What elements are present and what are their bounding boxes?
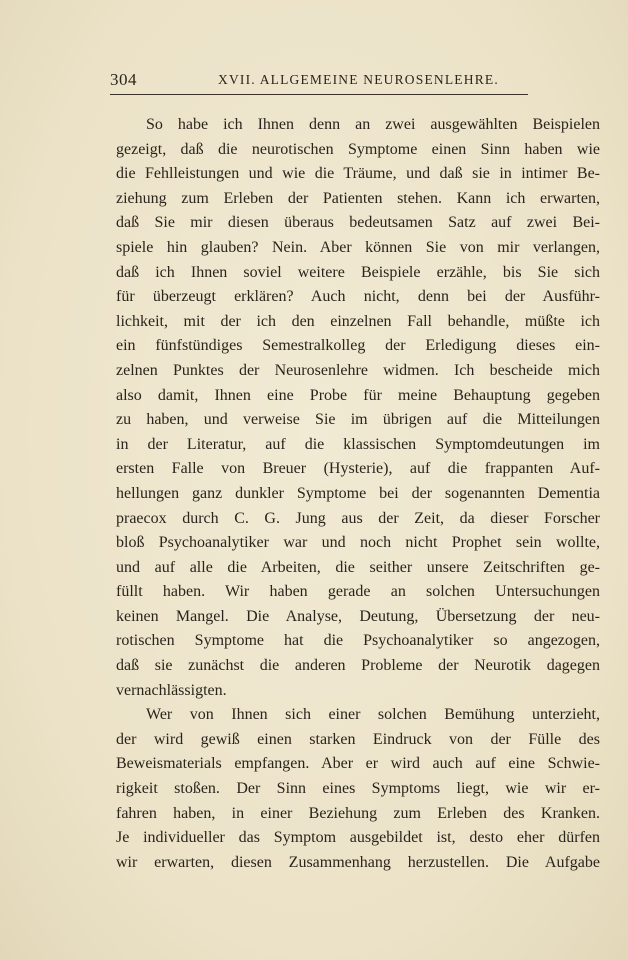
text-line: bloß Psychoanalytiker war und noch nicht Prophet sein wollte,	[116, 534, 600, 552]
page-number: 304	[110, 70, 137, 89]
text-line: wir erwarten, diesen Zusammenhang herzustellen. Die Aufgabe	[116, 853, 600, 871]
text-line: gezeigt, daß die neurotischen Symptome einen Sinn haben wie	[116, 140, 600, 158]
text-line: daß ich Ihnen soviel weitere Beispiele erzähle, bis Sie sich	[116, 263, 600, 281]
text-line: füllt haben. Wir haben gerade an solchen Untersuchungen	[116, 583, 600, 601]
text-line: spiele hin glauben? Nein. Aber können Sie von mir verlangen,	[116, 238, 600, 256]
text-line: lichkeit, mit der ich den einzelnen Fall behandle, müßte ich	[116, 312, 600, 330]
text-line: Wer von Ihnen sich einer solchen Bemühung unterzieht,	[146, 706, 600, 724]
text-line: Beweismaterials empfangen. Aber er wird auch auf eine Schwie-	[116, 755, 600, 773]
body-text	[116, 113, 600, 875]
text-line: zu haben, und verweise Sie im übrigen auf die Mitteilungen	[116, 411, 600, 429]
page-header	[110, 70, 530, 94]
text-line: rotischen Symptome hat die Psychoanalytiker so angezogen,	[116, 632, 600, 650]
text-line: die Fehlleistungen und wie die Träume, und daß sie in intimer Be-	[116, 165, 600, 183]
text-line: zelnen Punktes der Neurosenlehre widmen. Ich bescheide mich	[116, 361, 600, 379]
text-line: daß sie zunächst die anderen Probleme der Neurotik dagegen	[116, 657, 600, 675]
text-line: praecox durch C. G. Jung aus der Zeit, da dieser Forscher	[116, 509, 600, 527]
header-rule	[110, 94, 528, 95]
text-line: rigkeit stoßen. Der Sinn eines Symptoms liegt, wie wir er-	[116, 780, 600, 798]
text-line: ersten Falle von Breuer (Hysterie), auf die frappanten Auf-	[116, 460, 600, 478]
text-line: hellungen ganz dunkler Symptome bei der sogenannten Dementia	[116, 484, 600, 502]
text-line: keinen Mangel. Die Analyse, Deutung, Übersetzung der neu-	[116, 607, 600, 625]
text-line: und auf alle die Arbeiten, die seither unsere Zeitschriften ge-	[116, 558, 600, 576]
text-line: daß Sie mir diesen überaus bedeutsamen Satz auf zwei Bei-	[116, 214, 600, 232]
running-head: XVII. ALLGEMEINE NEUROSENLEHRE.	[218, 72, 499, 87]
text-line: in der Literatur, auf die klassischen Symptomdeutungen im	[116, 435, 600, 453]
text-line: der wird gewiß einen starken Eindruck von der Fülle des	[116, 730, 600, 748]
text-line: So habe ich Ihnen denn an zwei ausgewählten Beispielen	[146, 116, 600, 133]
text-line: ein fünfstündiges Semestralkolleg der Erledigung dieses ein-	[116, 337, 600, 355]
text-line: fahren haben, in einer Beziehung zum Erleben des Kranken.	[116, 804, 600, 822]
text-line: vernachlässigten.	[116, 681, 227, 699]
text-line: ziehung zum Erleben der Patienten stehen. Kann ich erwarten,	[116, 189, 600, 207]
text-line: Je individueller das Symptom ausgebildet ist, desto eher dürfen	[116, 829, 600, 847]
text-line: für überzeugt erklären? Auch nicht, denn bei der Ausführ-	[116, 288, 600, 306]
text-line: also damit, Ihnen eine Probe für meine Behauptung gegeben	[116, 386, 600, 404]
